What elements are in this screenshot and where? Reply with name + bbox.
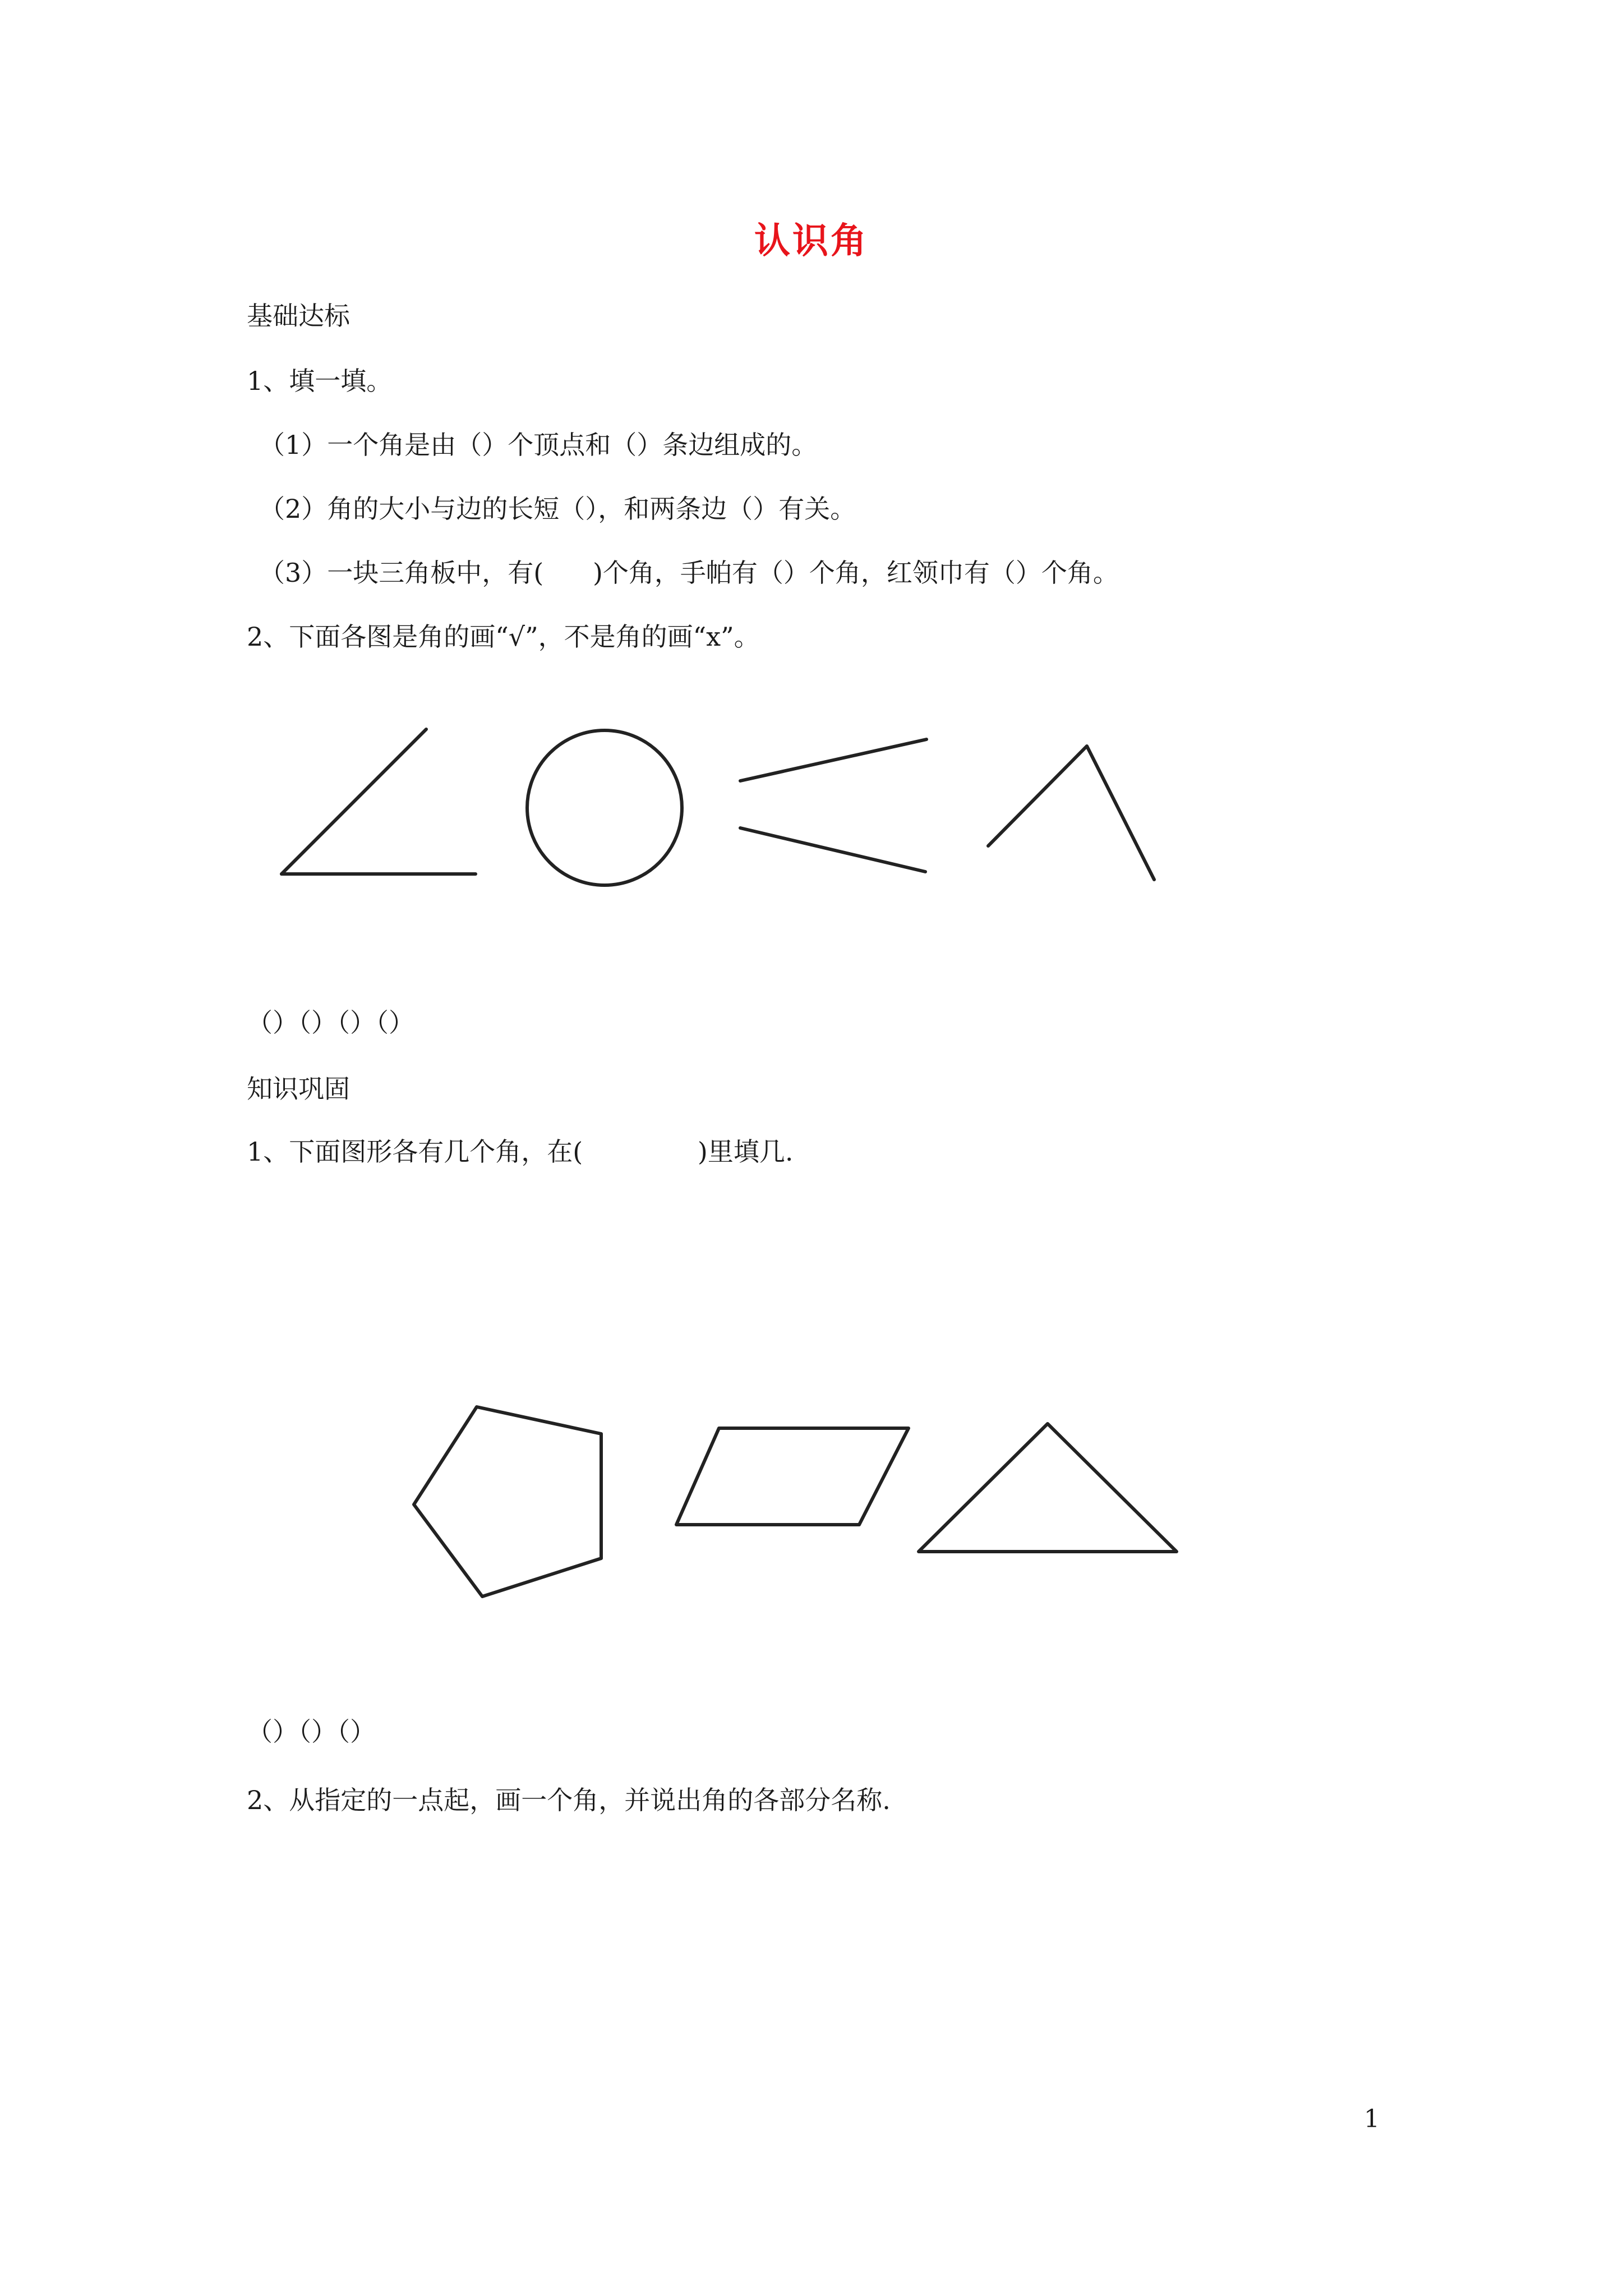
consolidate-question-1-label: 1、下面图形各有几个角，在( )里填几.	[247, 1137, 794, 1167]
figure-angle-1	[282, 729, 476, 874]
page-title: 认识角	[754, 220, 869, 262]
figure-triangle	[919, 1424, 1177, 1552]
page-number: 1	[1364, 2105, 1380, 2133]
figure-parallelogram	[676, 1428, 909, 1525]
consolidate-question-1-answers: （）（）（）	[247, 1717, 376, 1747]
question-2-answers: （）（）（）（）	[247, 1007, 414, 1038]
section-heading-basic: 基础达标	[247, 301, 350, 331]
consolidate-question-2-label: 2、从指定的一点起，画一个角，并说出角的各部分名称.	[247, 1785, 891, 1815]
figure-separate-lines	[740, 739, 926, 872]
question-1-item-3: （3）一块三角板中，有( )个角，手帕有（）个角，红领巾有（）个角。	[259, 558, 1119, 588]
figure-angle-2	[988, 746, 1154, 880]
figure-pentagon	[414, 1407, 601, 1596]
question-1-item-2: （2）角的大小与边的长短（），和两条边（）有关。	[259, 494, 856, 524]
section-heading-consolidate: 知识巩固	[247, 1074, 350, 1104]
question-1-item-1: （1）一个角是由（）个顶点和（）条边组成的。	[259, 430, 818, 460]
figure-circle	[527, 730, 682, 885]
question-2-label: 2、下面各图是角的画“√”，不是角的画“x”。	[247, 622, 760, 652]
question-1-label: 1、填一填。	[247, 366, 393, 396]
